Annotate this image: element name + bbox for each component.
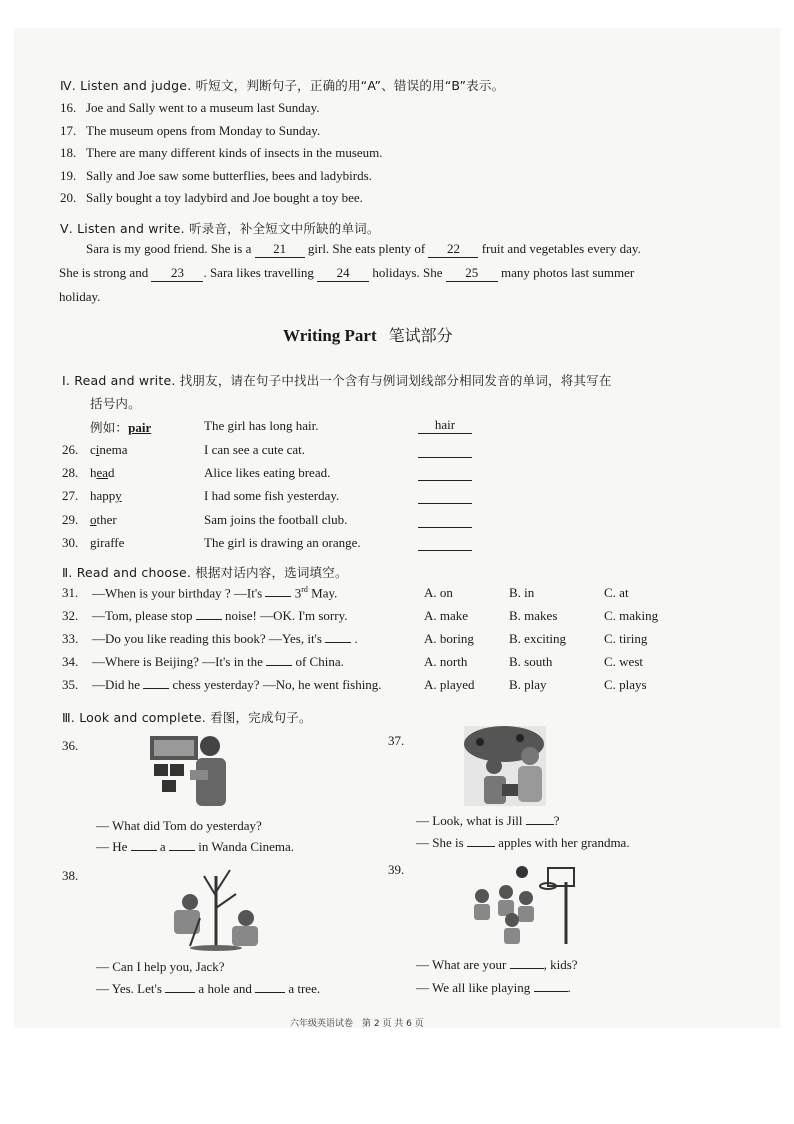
option-a[interactable]: A. north (424, 654, 468, 669)
blank-25[interactable]: 25 (446, 265, 498, 282)
option-c[interactable]: C. west (604, 654, 643, 669)
question-number: 37. (388, 733, 405, 748)
apple-shape (516, 734, 524, 742)
question-number: 28. (62, 465, 79, 481)
option-a[interactable]: A. boring (424, 631, 474, 646)
section-label: Read and choose. (76, 565, 192, 580)
section-instruction: 看图，完成句子。 (210, 710, 312, 725)
option-b[interactable]: B. makes (509, 608, 558, 623)
option-c[interactable]: C. making (604, 608, 659, 623)
example-answer: hair (418, 417, 472, 434)
q36-line-1: — What did Tom do yesterday? (96, 818, 262, 833)
seat-shape (170, 764, 184, 776)
grandma-head (521, 747, 539, 765)
apple-shape (476, 738, 484, 746)
question-number: 16. (60, 100, 77, 115)
question-number: 27. (62, 488, 79, 504)
keyword: other (90, 511, 117, 527)
question-number: 29. (62, 511, 79, 527)
kid-body (474, 904, 490, 920)
section-iv-heading (60, 76, 504, 94)
question-number: 35. (62, 677, 79, 692)
seat-shape (154, 764, 168, 776)
answer-blank[interactable] (255, 992, 285, 993)
section-instruction: 听短文，判断句子，正确的用“A”、错误的用“B”表示。 (195, 78, 505, 93)
section-number: Ⅱ. (62, 565, 73, 580)
judge-statement: There are many different kinds of insects in the museum. (86, 145, 383, 160)
dialogue-question: —Where is Beijing? —It's in the of China. (92, 654, 344, 669)
question-number: 31. (62, 585, 79, 600)
section-iii-heading (62, 708, 312, 726)
basketball-shape (516, 866, 528, 878)
question-number: 19. (60, 167, 77, 183)
option-a[interactable]: A. make (424, 608, 469, 623)
underlined-letters: ea (96, 465, 109, 481)
question-number: 38. (62, 868, 79, 883)
answer-line[interactable] (418, 457, 472, 458)
blank-21[interactable]: 21 (255, 241, 305, 258)
section-label: Read and write. (74, 373, 176, 388)
cinema-watching-picture (146, 730, 238, 814)
answer-blank[interactable] (510, 968, 544, 969)
answer-blank[interactable] (526, 824, 554, 825)
q38-line-2: — Yes. Let's a hole and a tree. (96, 981, 321, 996)
basket-shape (502, 784, 518, 796)
section-number: Ⅲ. (62, 710, 75, 725)
blank-24[interactable]: 24 (317, 265, 369, 282)
kid-head (519, 891, 533, 905)
underlined-letters: y (115, 488, 122, 504)
section-number: Ⅰ. (62, 373, 71, 388)
option-b[interactable]: B. south (509, 654, 553, 669)
keyword: happy (90, 488, 122, 504)
underlined-letters: o (90, 511, 97, 527)
answer-blank[interactable] (165, 992, 195, 993)
q36-line-2: — He a in Wanda Cinema. (96, 839, 295, 854)
section-i-heading (62, 371, 612, 389)
answer-blank[interactable] (196, 619, 222, 620)
kid-head (475, 889, 489, 903)
keyword: cinema (90, 442, 128, 457)
question-number: 18. (60, 145, 77, 160)
kid-head (505, 913, 519, 927)
q39-line-2: — We all like playing . (416, 980, 571, 995)
example-label: 例如：pair (90, 420, 152, 435)
picking-apples-picture (464, 726, 546, 806)
keyword: head (90, 465, 115, 481)
q37-line-2: — She is apples with her grandma. (416, 835, 630, 850)
section-instruction: 找朋友，请在句子中找出一个含有与例词划线部分相同发音的单词，将其写在 (179, 373, 612, 388)
question-number: 26. (62, 442, 79, 457)
option-a[interactable]: A. played (424, 677, 475, 692)
answer-blank[interactable] (325, 642, 351, 643)
answer-blank[interactable] (534, 991, 568, 992)
body-shape (196, 758, 226, 806)
answer-blank[interactable] (265, 596, 291, 597)
writing-part-title: Writing Part 笔试部分 (283, 326, 453, 345)
keyword: giraffe (90, 534, 125, 550)
question-number: 33. (62, 631, 79, 646)
kid-body (504, 928, 520, 944)
q39-line-1: — What are your , kids? (416, 957, 578, 972)
judge-statement: The museum opens from Monday to Sunday. (86, 122, 321, 138)
judge-statement: Joe and Sally went to a museum last Sunday. (86, 100, 320, 115)
dialogue-question: —When is your birthday ? —It's 3rd May. (92, 585, 338, 601)
passage-line-2: She is strong and 23 . Sara likes travelling 24 holidays. She 25 many photos last summer (59, 265, 635, 280)
option-c[interactable]: C. tiring (604, 631, 648, 646)
screen-image (154, 740, 194, 756)
question-number: 39. (388, 862, 405, 877)
dialogue-question: —Did he chess yesterday? —No, he went fishing. (92, 677, 382, 692)
q37-line-1: — Look, what is Jill ? (416, 813, 560, 828)
dialogue-question: —Do you like reading this book? —Yes, it's . (92, 631, 358, 646)
judge-statement: Sally and Joe saw some butterflies, bees and ladybirds. (86, 167, 372, 183)
section-instruction: 听录音，补全短文中所缺的单词。 (189, 221, 380, 236)
girl-body (232, 926, 258, 946)
option-b[interactable]: B. in (509, 585, 535, 600)
question-number: 20. (60, 190, 77, 205)
answer-blank[interactable] (131, 850, 157, 851)
head-shape (200, 736, 220, 756)
ground-shape (190, 945, 242, 951)
passage-line-3: holiday. (59, 289, 101, 304)
answer-blank[interactable] (169, 850, 195, 851)
tree-branch (204, 876, 216, 896)
option-c[interactable]: C. at (604, 585, 629, 600)
dialogue-question: —Tom, please stop noise! —OK. I'm sorry. (92, 608, 348, 623)
answer-line[interactable] (418, 550, 472, 551)
sentence: I can see a cute cat. (204, 442, 306, 457)
option-c[interactable]: C. plays (604, 677, 647, 692)
section-instruction: 根据对话内容，选词填空。 (195, 565, 348, 580)
sentence: Sam joins the football club. (204, 511, 348, 527)
page-footer: 六年级英语试卷 第 2 页 共 6 页 (290, 1019, 424, 1029)
underlined-letters: i (95, 442, 100, 457)
section-label: Listen and write. (77, 221, 185, 236)
answer-blank[interactable] (467, 846, 495, 847)
section-number: Ⅴ. (60, 221, 73, 236)
answer-blank[interactable] (143, 688, 169, 689)
blank-23[interactable]: 23 (151, 265, 203, 282)
tree-branch (216, 894, 236, 908)
boy-head (182, 894, 198, 910)
seat-shape (162, 780, 176, 792)
question-number: 32. (62, 608, 79, 623)
section-label: Listen and judge. (80, 78, 192, 93)
popcorn-shape (190, 770, 208, 780)
q38-line-1: — Can I help you, Jack? (96, 959, 225, 974)
planting-tree-picture (150, 862, 270, 952)
sentence: Alice likes eating bread. (204, 465, 331, 481)
tree-branch (216, 870, 230, 892)
example-sentence: The girl has long hair. (204, 418, 319, 433)
question-number: 17. (60, 122, 77, 138)
answer-line[interactable] (418, 503, 472, 504)
sentence: I had some fish yesterday. (204, 488, 340, 504)
underlined-letters: g (90, 534, 97, 550)
option-b[interactable]: B. exciting (509, 631, 567, 646)
kid-head (499, 885, 513, 899)
grandma-body (518, 766, 542, 802)
judge-statement: Sally bought a toy ladybird and Joe bought a toy bee. (86, 190, 363, 205)
option-a[interactable]: A. on (424, 585, 453, 600)
passage-line-1: Sara is my good friend. She is a 21 girl. She eats plenty of 22 fruit and vegetables every day. (86, 241, 641, 256)
section-number: Ⅳ. (60, 78, 76, 93)
answer-blank[interactable] (266, 665, 292, 666)
section-i-instruction-cont: 括号内。 (90, 396, 141, 411)
example-word: pair (128, 420, 152, 435)
kid-body (518, 906, 534, 922)
sentence: The girl is drawing an orange. (204, 534, 361, 550)
blank-22[interactable]: 22 (428, 241, 478, 258)
section-ii-heading (62, 563, 348, 581)
option-b[interactable]: B. play (509, 677, 547, 692)
answer-line[interactable] (418, 480, 472, 481)
girl-head (238, 910, 254, 926)
answer-line[interactable] (418, 527, 472, 528)
girl-head (486, 758, 502, 774)
section-label: Look and complete. (79, 710, 206, 725)
question-number: 30. (62, 534, 79, 550)
basketball-kids-picture (468, 858, 580, 948)
question-number: 34. (62, 654, 79, 669)
section-v-heading (60, 219, 380, 237)
question-number: 36. (62, 738, 79, 753)
